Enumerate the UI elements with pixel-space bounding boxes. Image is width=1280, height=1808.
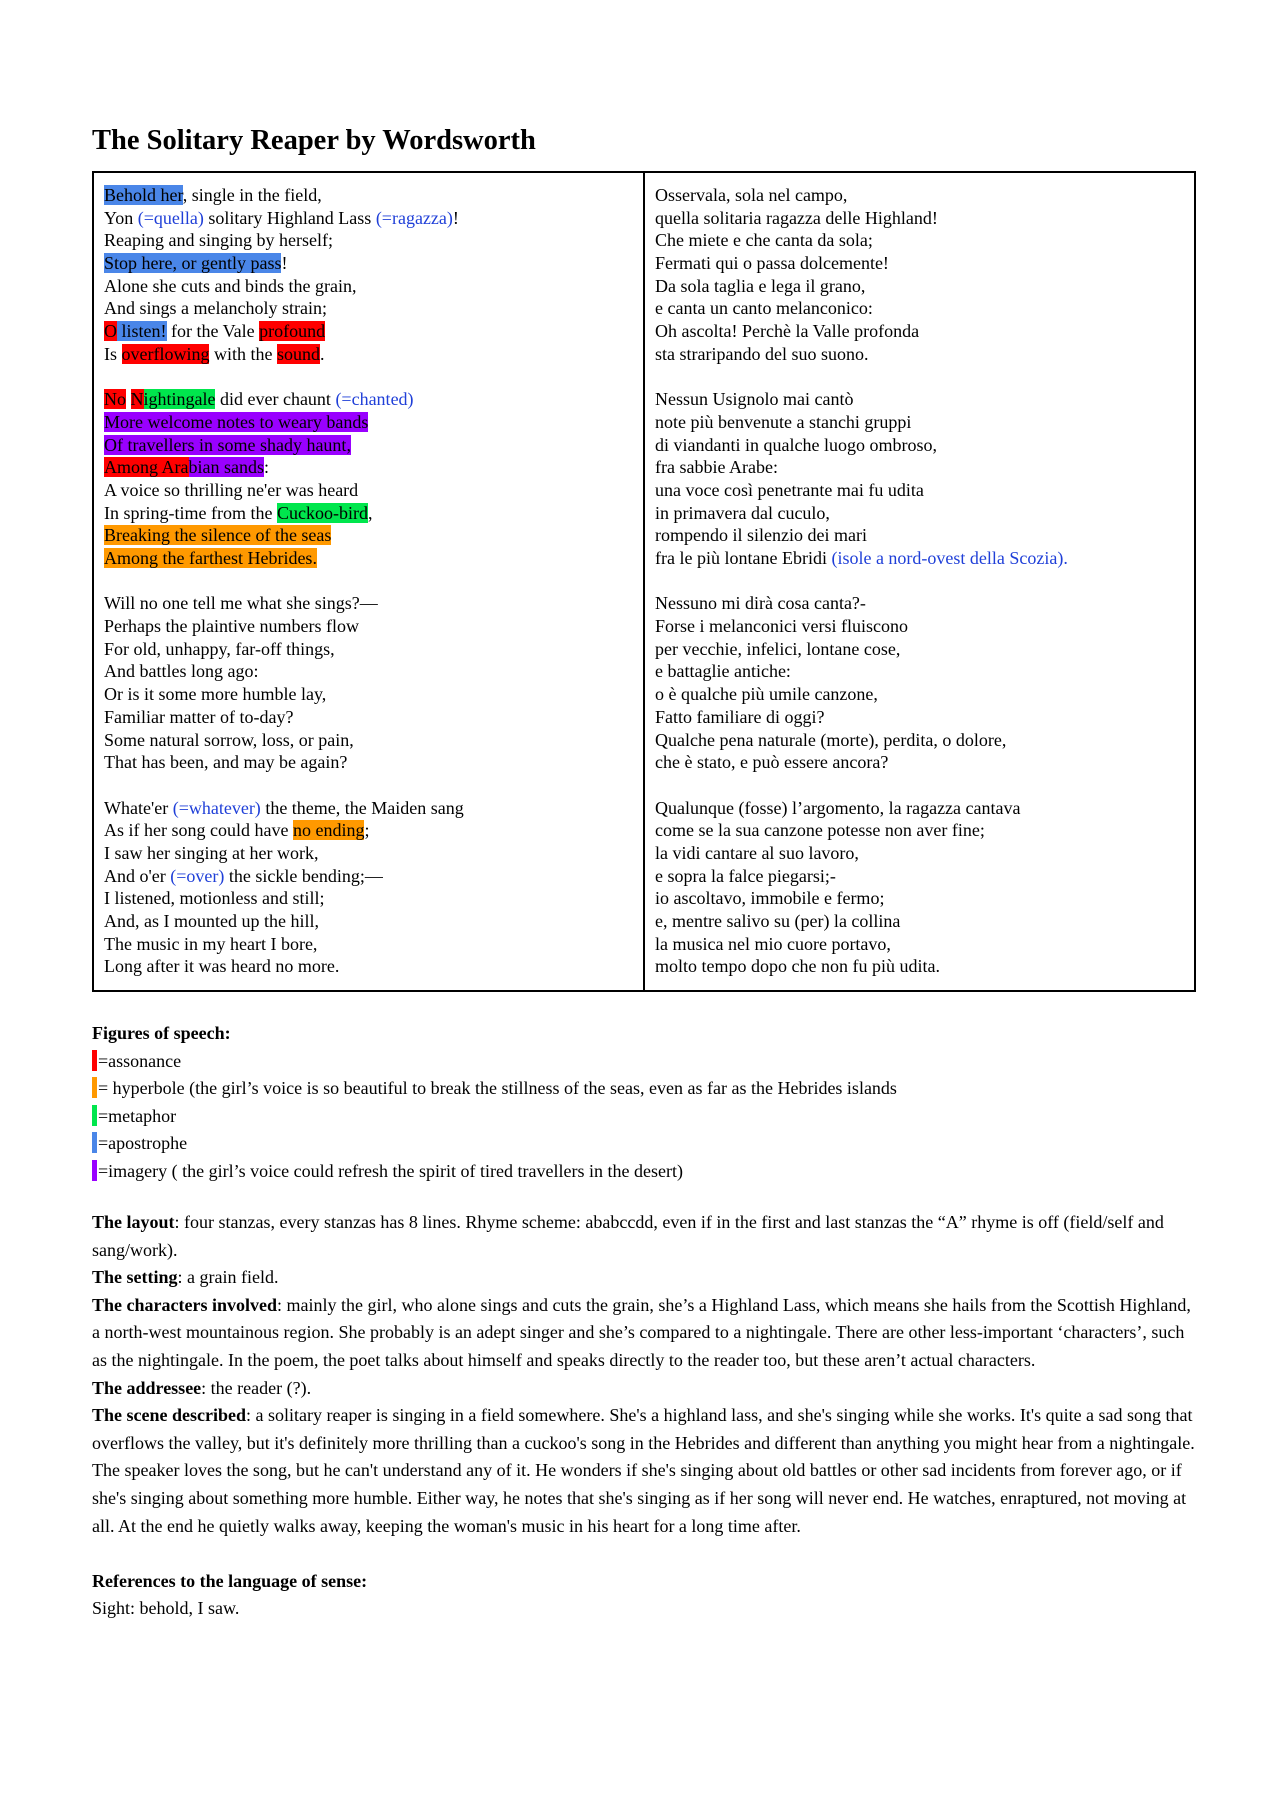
poem-line bbox=[655, 229, 1184, 252]
poem-line bbox=[655, 252, 1184, 275]
figure-label: =imagery ( the girl’s voice could refresh the spirit of tired travellers in the desert) bbox=[98, 1160, 683, 1181]
poem-line bbox=[104, 729, 633, 752]
line-text: Oh ascolta! Perchè la Valle profonda bbox=[655, 321, 920, 342]
line-text: una voce così penetrante mai fu udita bbox=[655, 479, 924, 500]
layout-paragraph bbox=[92, 1209, 1196, 1264]
poem-line bbox=[104, 524, 633, 547]
highlight-blue: listen! bbox=[117, 321, 167, 342]
line-text: Forse i melanconici versi fluiscono bbox=[655, 616, 908, 637]
characters-label: The characters involved bbox=[92, 1294, 277, 1315]
highlight-blue: Stop here, or gently pass bbox=[104, 253, 282, 274]
line-text: che è stato, e può essere ancora? bbox=[655, 752, 889, 773]
scene-paragraph bbox=[92, 1402, 1196, 1540]
highlight-red: O bbox=[104, 321, 117, 342]
figure-hyperbole bbox=[92, 1075, 1196, 1103]
line-text: per vecchie, infelici, lontane cose, bbox=[655, 638, 901, 659]
scene-label: The scene described bbox=[92, 1405, 246, 1426]
line-text: Long after it was heard no more. bbox=[104, 956, 340, 977]
figures-heading: Figures of speech: bbox=[92, 1023, 231, 1043]
poem-line bbox=[104, 706, 633, 729]
highlight-purple: Of travellers in some shady haunt, bbox=[104, 434, 351, 455]
poem-line bbox=[655, 479, 1184, 502]
poem-line bbox=[655, 706, 1184, 729]
line-text: come se la sua canzone potesse non aver fine; bbox=[655, 820, 985, 841]
line-text: ! bbox=[281, 253, 288, 274]
poem-line bbox=[104, 955, 633, 978]
poem-line bbox=[104, 320, 633, 343]
line-text: io ascoltavo, immobile e fermo; bbox=[655, 888, 885, 909]
setting-label: The setting bbox=[92, 1267, 178, 1288]
poem-line bbox=[104, 502, 633, 525]
line-text: Reaping and singing by herself; bbox=[104, 230, 333, 251]
setting-paragraph bbox=[92, 1264, 1196, 1292]
poem-line bbox=[655, 320, 1184, 343]
line-text: Perhaps the plaintive numbers flow bbox=[104, 616, 359, 637]
gloss-note: (=over) bbox=[170, 865, 225, 886]
highlight-green: ightingale bbox=[143, 389, 216, 410]
line-text: molto tempo dopo che non fu più udita. bbox=[655, 956, 940, 977]
swatch-green bbox=[92, 1105, 97, 1126]
line-text: ! bbox=[452, 207, 459, 228]
line-text: , single in the field, bbox=[182, 185, 322, 205]
poem-line bbox=[655, 275, 1184, 298]
stanza bbox=[104, 797, 633, 979]
line-text: For old, unhappy, far-off things, bbox=[104, 638, 335, 659]
line-text: In spring-time from the bbox=[104, 502, 277, 523]
poem-line bbox=[655, 865, 1184, 888]
line-text: o è qualche più umile canzone, bbox=[655, 684, 878, 705]
poem-line bbox=[104, 229, 633, 252]
figure-metaphor bbox=[92, 1103, 1196, 1131]
line-text: the theme, the Maiden sang bbox=[260, 797, 464, 818]
poem-line bbox=[655, 388, 1184, 411]
swatch-orange bbox=[92, 1077, 97, 1098]
line-text: I listened, motionless and still; bbox=[104, 888, 325, 909]
gloss-note: (=whatever) bbox=[172, 797, 261, 818]
figures-of-speech bbox=[92, 1020, 1196, 1185]
figure-apostrophe bbox=[92, 1130, 1196, 1158]
poem-line bbox=[104, 411, 633, 434]
english-column bbox=[93, 172, 644, 991]
stanza bbox=[655, 592, 1184, 774]
poem-line bbox=[104, 479, 633, 502]
highlight-purple: bian sands bbox=[188, 457, 264, 478]
highlight-red: sound bbox=[276, 343, 320, 364]
highlight-red: No bbox=[104, 389, 126, 410]
line-text: sta straripando del suo suono. bbox=[655, 343, 869, 364]
poem-line bbox=[655, 456, 1184, 479]
line-text: for the Vale bbox=[166, 321, 260, 342]
line-text: e sopra la falce piegarsi;- bbox=[655, 865, 836, 886]
line-text: Da sola taglia e lega il grano, bbox=[655, 275, 866, 296]
figure-assonance bbox=[92, 1048, 1196, 1076]
line-text: la vidi cantare al suo lavoro, bbox=[655, 842, 859, 863]
poem-line bbox=[655, 184, 1184, 207]
highlight-orange: Among the farthest Hebrides. bbox=[104, 548, 317, 568]
italian-column bbox=[644, 172, 1195, 991]
line-text: , bbox=[367, 502, 373, 523]
gloss-note: (isole a nord-ovest della Scozia). bbox=[831, 548, 1068, 568]
stanza bbox=[655, 797, 1184, 979]
sight-paragraph: Sight: behold, I saw. bbox=[92, 1598, 240, 1619]
poem-line bbox=[104, 388, 633, 411]
line-text: solitary Highland Lass bbox=[203, 207, 376, 228]
swatch-red bbox=[92, 1050, 97, 1071]
line-text: Osservala, sola nel campo, bbox=[655, 185, 848, 205]
poem-line bbox=[655, 842, 1184, 865]
poem-line bbox=[655, 910, 1184, 933]
senses-heading-text: References to the language of sense: bbox=[92, 1570, 368, 1591]
swatch-purple bbox=[92, 1160, 97, 1181]
line-text: And o'er bbox=[104, 865, 171, 886]
highlight-green: Cuckoo-bird bbox=[276, 502, 368, 523]
poem-line bbox=[655, 434, 1184, 457]
poem-line bbox=[104, 275, 633, 298]
characters-text: : mainly the girl, who alone sings and cuts the grain, she’s a Highland Lass, which means she hails from the Scottish Highland, a north-west mountainous region. She probably is an adept singer and she’s compared to a nightingale. There are other less-important ‘characters’, such as the nightingale. In the poem, the poet talks about himself and speaks directly to the reader too, but these aren’t actual characters. bbox=[92, 1294, 1191, 1370]
line-text: Will no one tell me what she sings?— bbox=[104, 593, 378, 614]
line-text: Nessun Usignolo mai cantò bbox=[655, 389, 854, 410]
poem-line bbox=[104, 456, 633, 479]
addressee-text: : the reader (?). bbox=[201, 1377, 312, 1398]
poem-line bbox=[655, 955, 1184, 978]
gloss-note: (=quella) bbox=[137, 207, 204, 228]
poem-line bbox=[104, 615, 633, 638]
line-text: in primavera dal cuculo, bbox=[655, 502, 830, 523]
addressee-paragraph bbox=[92, 1375, 1196, 1403]
figure-label: =metaphor bbox=[98, 1105, 177, 1126]
poem-line bbox=[655, 683, 1184, 706]
line-text: Alone she cuts and binds the grain, bbox=[104, 275, 357, 296]
line-text: Fatto familiare di oggi? bbox=[655, 706, 825, 727]
highlight-blue: Behold her bbox=[104, 185, 183, 205]
stanza bbox=[655, 388, 1184, 570]
poem-line bbox=[104, 638, 633, 661]
poem-line bbox=[104, 887, 633, 910]
line-text: note più benvenute a stanchi gruppi bbox=[655, 411, 912, 432]
poem-line bbox=[655, 547, 1184, 570]
figure-label: =assonance bbox=[98, 1050, 182, 1071]
figure-label: =apostrophe bbox=[98, 1133, 188, 1153]
line-text: : bbox=[264, 457, 270, 478]
line-text: Nessuno mi dirà cosa canta?- bbox=[655, 593, 866, 614]
poem-line bbox=[655, 729, 1184, 752]
line-text: A voice so thrilling ne'er was heard bbox=[104, 479, 359, 500]
poem-line bbox=[104, 797, 633, 820]
poem-line bbox=[104, 660, 633, 683]
line-text: Some natural sorrow, loss, or pain, bbox=[104, 729, 354, 750]
line-text: And sings a melancholy strain; bbox=[104, 298, 327, 319]
line-text: Fermati qui o passa dolcemente! bbox=[655, 253, 889, 274]
poem-table bbox=[92, 171, 1196, 992]
poem-line bbox=[655, 933, 1184, 956]
stanza bbox=[104, 592, 633, 774]
line-text: Qualunque (fosse) l’argomento, la ragazza cantava bbox=[655, 797, 1021, 818]
poem-line bbox=[655, 751, 1184, 774]
highlight-red: Ara bbox=[161, 457, 189, 478]
poem-line bbox=[104, 343, 633, 366]
line-text: Familiar matter of to-day? bbox=[104, 706, 294, 727]
line-text: As if her song could have bbox=[104, 820, 293, 841]
poem-line bbox=[104, 865, 633, 888]
line-text: ; bbox=[364, 820, 370, 841]
poem-line bbox=[655, 592, 1184, 615]
highlight-red: Among bbox=[104, 457, 162, 478]
addressee-label: The addressee bbox=[92, 1377, 202, 1398]
scene-text: : a solitary reaper is singing in a field somewhere. She's a highland lass, and she's singing while she works. It's quite a sad song that overflows the valley, but it's definitely more thrilling than a cuckoo's song in the Hebrides and different than anything you might hear from a nightingale. The speaker loves the song, but he can't understand any of it. He wonders if she's singing about old battles or other sad incidents from forever ago, or if she's singing about something more humble. Either way, he notes that she's singing as if her song will never end. He watches, enraptured, not moving at all. At the end he quietly walks away, keeping the woman's music in his heart for a long time after. bbox=[92, 1405, 1195, 1536]
poem-line bbox=[104, 683, 633, 706]
poem-line bbox=[655, 660, 1184, 683]
line-text: Che miete e che canta da sola; bbox=[655, 230, 873, 251]
line-text: fra le più lontane Ebridi bbox=[655, 548, 832, 568]
line-text: That has been, and may be again? bbox=[104, 752, 348, 773]
line-text: e, mentre salivo su (per) la collina bbox=[655, 911, 901, 931]
highlight-red: N bbox=[130, 389, 144, 410]
line-text: And, as I mounted up the hill, bbox=[104, 911, 319, 931]
figure-label: = hyperbole (the girl’s voice is so beautiful to break the stillness of the seas, even as far as the Hebrides islands bbox=[98, 1078, 897, 1098]
poem-line bbox=[655, 343, 1184, 366]
line-text: And battles long ago: bbox=[104, 661, 259, 682]
poem-line bbox=[655, 819, 1184, 842]
swatch-blue bbox=[92, 1132, 97, 1153]
poem-line bbox=[104, 842, 633, 865]
line-text: fra sabbie Arabe: bbox=[655, 457, 778, 478]
poem-line bbox=[104, 910, 633, 933]
line-text: I saw her singing at her work, bbox=[104, 842, 319, 863]
line-text: Qualche pena naturale (morte), perdita, o dolore, bbox=[655, 729, 1007, 750]
line-text: Is bbox=[104, 343, 122, 364]
line-text: Yon bbox=[104, 207, 138, 228]
poem-line bbox=[104, 297, 633, 320]
line-text: Or is it some more humble lay, bbox=[104, 684, 327, 705]
poem-line bbox=[655, 207, 1184, 230]
poem-line bbox=[655, 524, 1184, 547]
poem-line bbox=[104, 592, 633, 615]
poem-line bbox=[104, 207, 633, 230]
poem-line bbox=[104, 933, 633, 956]
poem-line bbox=[655, 638, 1184, 661]
layout-label: The layout bbox=[92, 1212, 175, 1232]
senses-heading bbox=[92, 1568, 1196, 1596]
stanza bbox=[104, 184, 633, 366]
paragraph-spacer bbox=[92, 1540, 1196, 1568]
poem-line bbox=[655, 797, 1184, 820]
line-text: e canta un canto melanconico: bbox=[655, 298, 873, 319]
line-text: di viandanti in qualche luogo ombroso, bbox=[655, 434, 937, 455]
characters-paragraph bbox=[92, 1292, 1196, 1375]
highlight-orange: Breaking the silence of the seas bbox=[104, 525, 332, 546]
poem-line bbox=[104, 819, 633, 842]
setting-text: : a grain field. bbox=[177, 1267, 279, 1288]
highlight-red: overflowing bbox=[121, 343, 210, 364]
stanza bbox=[655, 184, 1184, 366]
page-title: The Solitary Reaper by Wordsworth bbox=[92, 125, 536, 156]
stanza bbox=[104, 388, 633, 570]
poem-analysis bbox=[92, 1209, 1196, 1623]
line-text: Whate'er bbox=[104, 797, 173, 818]
poem-line bbox=[104, 751, 633, 774]
poem-line bbox=[104, 252, 633, 275]
highlight-red: profound bbox=[259, 321, 326, 342]
highlight-purple: More welcome notes to weary bands bbox=[104, 411, 369, 432]
poem-line bbox=[655, 411, 1184, 434]
poem-line bbox=[655, 887, 1184, 910]
layout-text: : four stanzas, every stanzas has 8 lines. Rhyme scheme: ababccdd, even if in the first and last stanzas the “A” rhyme is off (field/self and sang/work). bbox=[92, 1212, 1164, 1260]
line-text: e battaglie antiche: bbox=[655, 661, 791, 682]
poem-line bbox=[104, 184, 633, 207]
line-text: la musica nel mio cuore portavo, bbox=[655, 933, 891, 954]
poem-line bbox=[655, 615, 1184, 638]
poem-line bbox=[655, 297, 1184, 320]
line-text: with the bbox=[209, 343, 277, 364]
line-text: did ever chaunt bbox=[215, 389, 336, 410]
gloss-note: (=chanted) bbox=[335, 389, 414, 410]
line-text bbox=[126, 389, 131, 409]
figure-imagery bbox=[92, 1158, 1196, 1186]
line-text: The music in my heart I bore, bbox=[104, 933, 318, 954]
line-text: quella solitaria ragazza delle Highland! bbox=[655, 207, 938, 228]
line-text: rompendo il silenzio dei mari bbox=[655, 525, 867, 546]
poem-line bbox=[104, 434, 633, 457]
gloss-note: (=ragazza) bbox=[375, 207, 453, 228]
highlight-orange: no ending bbox=[292, 820, 365, 841]
line-text: the sickle bending;— bbox=[224, 865, 383, 886]
line-text: . bbox=[320, 343, 325, 364]
poem-line bbox=[104, 547, 633, 570]
poem-line bbox=[655, 502, 1184, 525]
